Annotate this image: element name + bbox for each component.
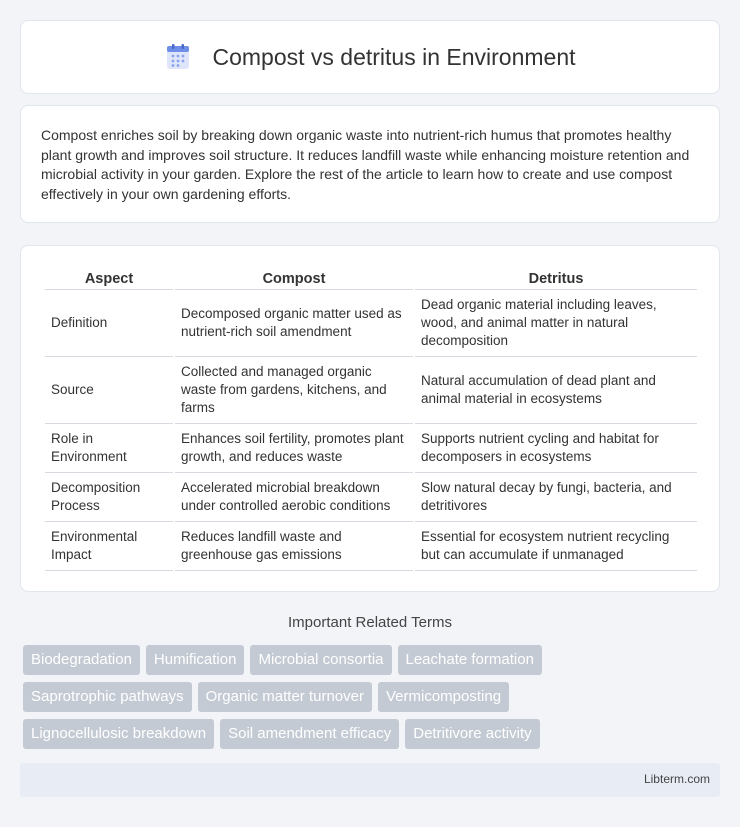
intro-text: Compost enriches soil by breaking down organic waste into nutrient-rich humus that promotes healthy plant growth and improves soil structure. It reduces landfill waste while enhancing moisture retention and microbial activity in your garden. Explore the rest of the article to learn how to create and use compost effectively in your own gardening efforts. <box>41 127 690 202</box>
cell-aspect: Definition <box>45 290 173 357</box>
header-aspect: Aspect <box>45 268 173 290</box>
cell-detritus: Natural accumulation of dead plant and animal material in ecosystems <box>415 357 697 424</box>
comparison-table-card <box>20 245 720 592</box>
table-row <box>45 522 697 571</box>
tag-lignocellulosic-breakdown[interactable]: Lignocellulosic breakdown <box>23 719 214 749</box>
header-compost: Compost <box>175 268 413 290</box>
cell-aspect: Decomposition Process <box>45 473 173 522</box>
tag-row <box>23 645 723 675</box>
cell-compost: Collected and managed organic waste from gardens, kitchens, and farms <box>175 357 413 424</box>
footer-site-link[interactable]: Libterm.com <box>643 772 710 786</box>
cell-detritus: Essential for ecosystem nutrient recycling but can accumulate if unmanaged <box>415 522 697 571</box>
tag-row <box>23 719 723 749</box>
table-row <box>45 357 697 424</box>
header-detritus: Detritus <box>415 268 697 290</box>
tag-leachate-formation[interactable]: Leachate formation <box>398 645 542 675</box>
related-terms-heading: Important Related Terms <box>288 614 452 631</box>
tag-detritivore-activity[interactable]: Detritivore activity <box>405 719 539 749</box>
tag-saprotrophic-pathways[interactable]: Saprotrophic pathways <box>23 682 192 712</box>
document-list-icon <box>164 43 192 71</box>
intro-card <box>20 105 720 223</box>
related-terms-list <box>23 645 723 756</box>
tag-microbial-consortia[interactable]: Microbial consortia <box>250 645 391 675</box>
cell-detritus: Slow natural decay by fungi, bacteria, and detritivores <box>415 473 697 522</box>
tag-humification[interactable]: Humification <box>146 645 245 675</box>
tag-vermicomposting[interactable]: Vermicomposting <box>378 682 509 712</box>
tag-organic-matter-turnover[interactable]: Organic matter turnover <box>198 682 372 712</box>
cell-aspect: Environmental Impact <box>45 522 173 571</box>
table-row <box>45 424 697 473</box>
page-title: Compost vs detritus in Environment <box>212 43 576 70</box>
cell-detritus: Dead organic material including leaves, wood, and animal matter in natural decomposition <box>415 290 697 357</box>
footer <box>20 763 720 797</box>
table-row <box>45 290 697 357</box>
table-header-row <box>45 268 697 290</box>
cell-aspect: Role in Environment <box>45 424 173 473</box>
tag-biodegradation[interactable]: Biodegradation <box>23 645 140 675</box>
cell-compost: Reduces landfill waste and greenhouse gas emissions <box>175 522 413 571</box>
comparison-table <box>43 268 699 571</box>
cell-compost: Accelerated microbial breakdown under controlled aerobic conditions <box>175 473 413 522</box>
tag-soil-amendment-efficacy[interactable]: Soil amendment efficacy <box>220 719 399 749</box>
title-card <box>20 20 720 94</box>
cell-aspect: Source <box>45 357 173 424</box>
cell-compost: Decomposed organic matter used as nutrient-rich soil amendment <box>175 290 413 357</box>
cell-detritus: Supports nutrient cycling and habitat for decomposers in ecosystems <box>415 424 697 473</box>
tag-row <box>23 682 723 712</box>
table-row <box>45 473 697 522</box>
cell-compost: Enhances soil fertility, promotes plant growth, and reduces waste <box>175 424 413 473</box>
